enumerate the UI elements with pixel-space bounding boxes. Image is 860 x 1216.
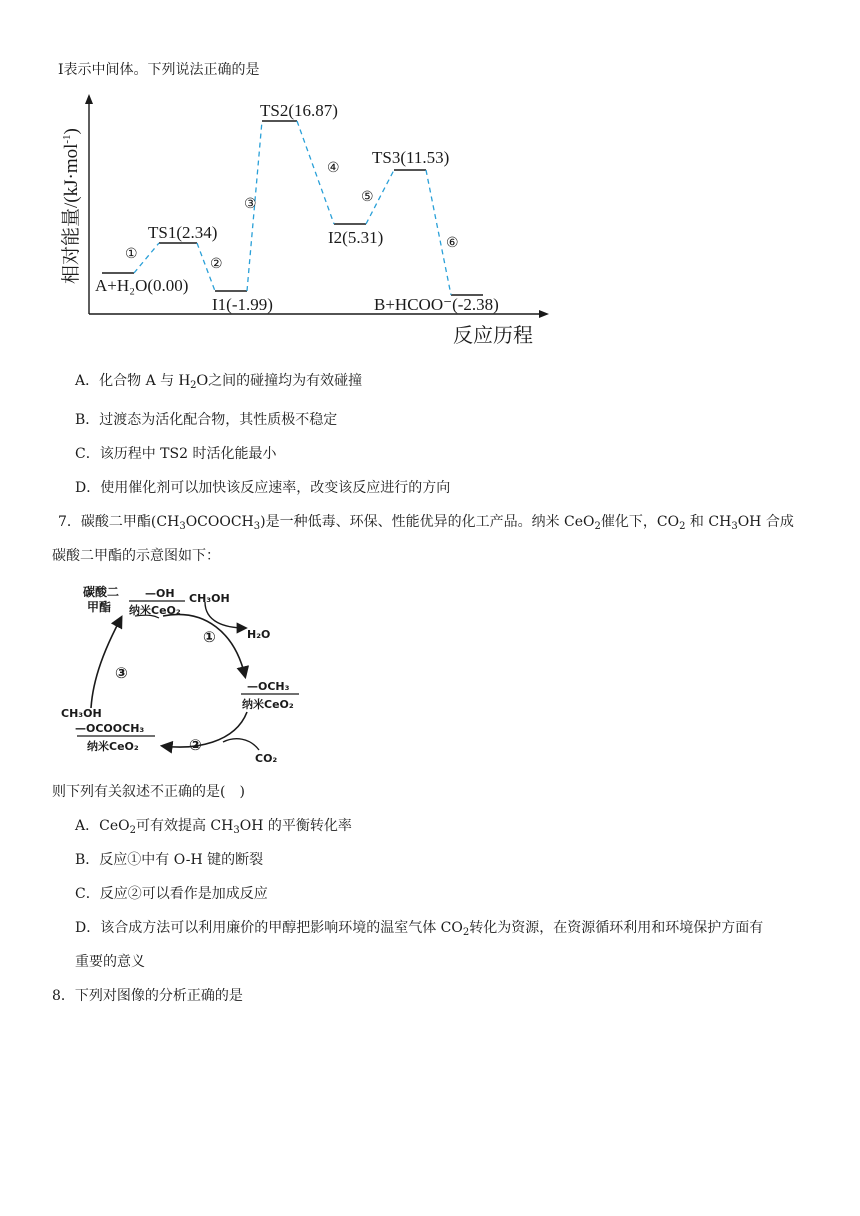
step-mark-2: ② bbox=[210, 257, 223, 272]
step-mark-4: ④ bbox=[327, 161, 340, 176]
label-ts2: TS2(16.87) bbox=[260, 101, 338, 120]
left-ch3oh: CH₃OH bbox=[61, 707, 102, 720]
right-group: —OCH₃ bbox=[247, 680, 290, 693]
q7-option-d-cont: 重要的意义 bbox=[75, 954, 145, 970]
cycle-step-2: ② bbox=[189, 736, 202, 754]
co2-label: CO₂ bbox=[255, 752, 278, 765]
label-ts3: TS3(11.53) bbox=[372, 148, 450, 167]
q7-stem-line1: 7．碳酸二甲酯$(CH_3OCOOCH_3)$是一种低毒、环保、性能优异的化工产品。纳米 CeO$_2$催化下，$CO_2$ 和 $CH_3OH$ 合成 bbox=[58, 514, 794, 532]
h2o-label: H₂O bbox=[247, 628, 271, 641]
intro-line: Ⅰ表示中间体。下列说法正确的是 bbox=[58, 62, 260, 78]
arc-step3 bbox=[91, 618, 121, 708]
cycle-step-1: ① bbox=[203, 628, 216, 646]
top-support: 纳米CeO₂ bbox=[129, 604, 181, 617]
q7-option-c: C．反应②可以看作是加成反应 bbox=[75, 886, 268, 902]
arc-step2 bbox=[163, 712, 247, 747]
step-mark-1: ① bbox=[125, 247, 138, 262]
product-label-1: 碳酸二 bbox=[83, 585, 120, 599]
step-mark-5: ⑤ bbox=[361, 190, 374, 205]
catalytic-cycle-diagram bbox=[55, 578, 305, 770]
product-label-2: 甲酯 bbox=[87, 600, 112, 614]
q8-stem: 8．下列对图像的分析正确的是 bbox=[52, 988, 243, 1004]
cycle-step-3: ③ bbox=[115, 664, 128, 682]
connector-1 bbox=[134, 243, 159, 273]
top-group: —OH bbox=[145, 587, 175, 600]
q7-question: 则下列有关叙述不正确的是( ) bbox=[52, 784, 245, 800]
q6-option-c: C．该历程中 TS2 时活化能最小 bbox=[75, 446, 277, 462]
connector-6 bbox=[426, 170, 451, 295]
left-group: —OCOOCH₃ bbox=[75, 722, 145, 735]
left-support: 纳米CeO₂ bbox=[87, 740, 139, 753]
q7-stem-line2: 碳酸二甲酯的示意图如下： bbox=[52, 548, 220, 564]
label-i1: I1(-1.99) bbox=[212, 295, 273, 314]
label-start: A+H₂O(0.00) bbox=[95, 276, 189, 295]
q7-option-a: A．CeO$_2$可有效提高 $CH_3OH$ 的平衡转化率 bbox=[75, 818, 352, 836]
q7-option-b: B．反应①中有 O-H 键的断裂 bbox=[75, 852, 264, 868]
q6-option-b: B．过渡态为活化配合物，其性质极不稳定 bbox=[75, 412, 338, 428]
y-axis-arrow bbox=[85, 94, 93, 104]
q6-option-d: D．使用催化剂可以加快该反应速率，改变该反应进行的方向 bbox=[75, 480, 451, 496]
x-axis-label: 反应历程 bbox=[453, 325, 533, 347]
ch3oh-top: CH₃OH bbox=[189, 592, 230, 605]
label-ts1: TS1(2.34) bbox=[148, 223, 218, 242]
q7-option-d: D．该合成方法可以利用廉价的甲醇把影响环境的温室气体 $CO_2$转化为资源，在资源循环利用和环境保护方面有 bbox=[75, 920, 764, 938]
x-axis-arrow bbox=[539, 310, 549, 318]
step-mark-6: ⑥ bbox=[446, 236, 459, 251]
y-axis-label: 相对能量/(kJ·mol$^{-1}$) bbox=[61, 128, 82, 284]
label-end: B+HCOO⁻(-2.38) bbox=[374, 295, 499, 314]
arc-co2 bbox=[223, 739, 259, 750]
energy-profile-diagram bbox=[55, 88, 555, 350]
step-mark-3: ③ bbox=[244, 197, 257, 212]
label-i2: I2(5.31) bbox=[328, 228, 384, 247]
right-support: 纳米CeO₂ bbox=[242, 698, 294, 711]
q6-option-a: A．化合物 A 与 $H_2O$之间的碰撞均为有效碰撞 bbox=[75, 372, 363, 391]
